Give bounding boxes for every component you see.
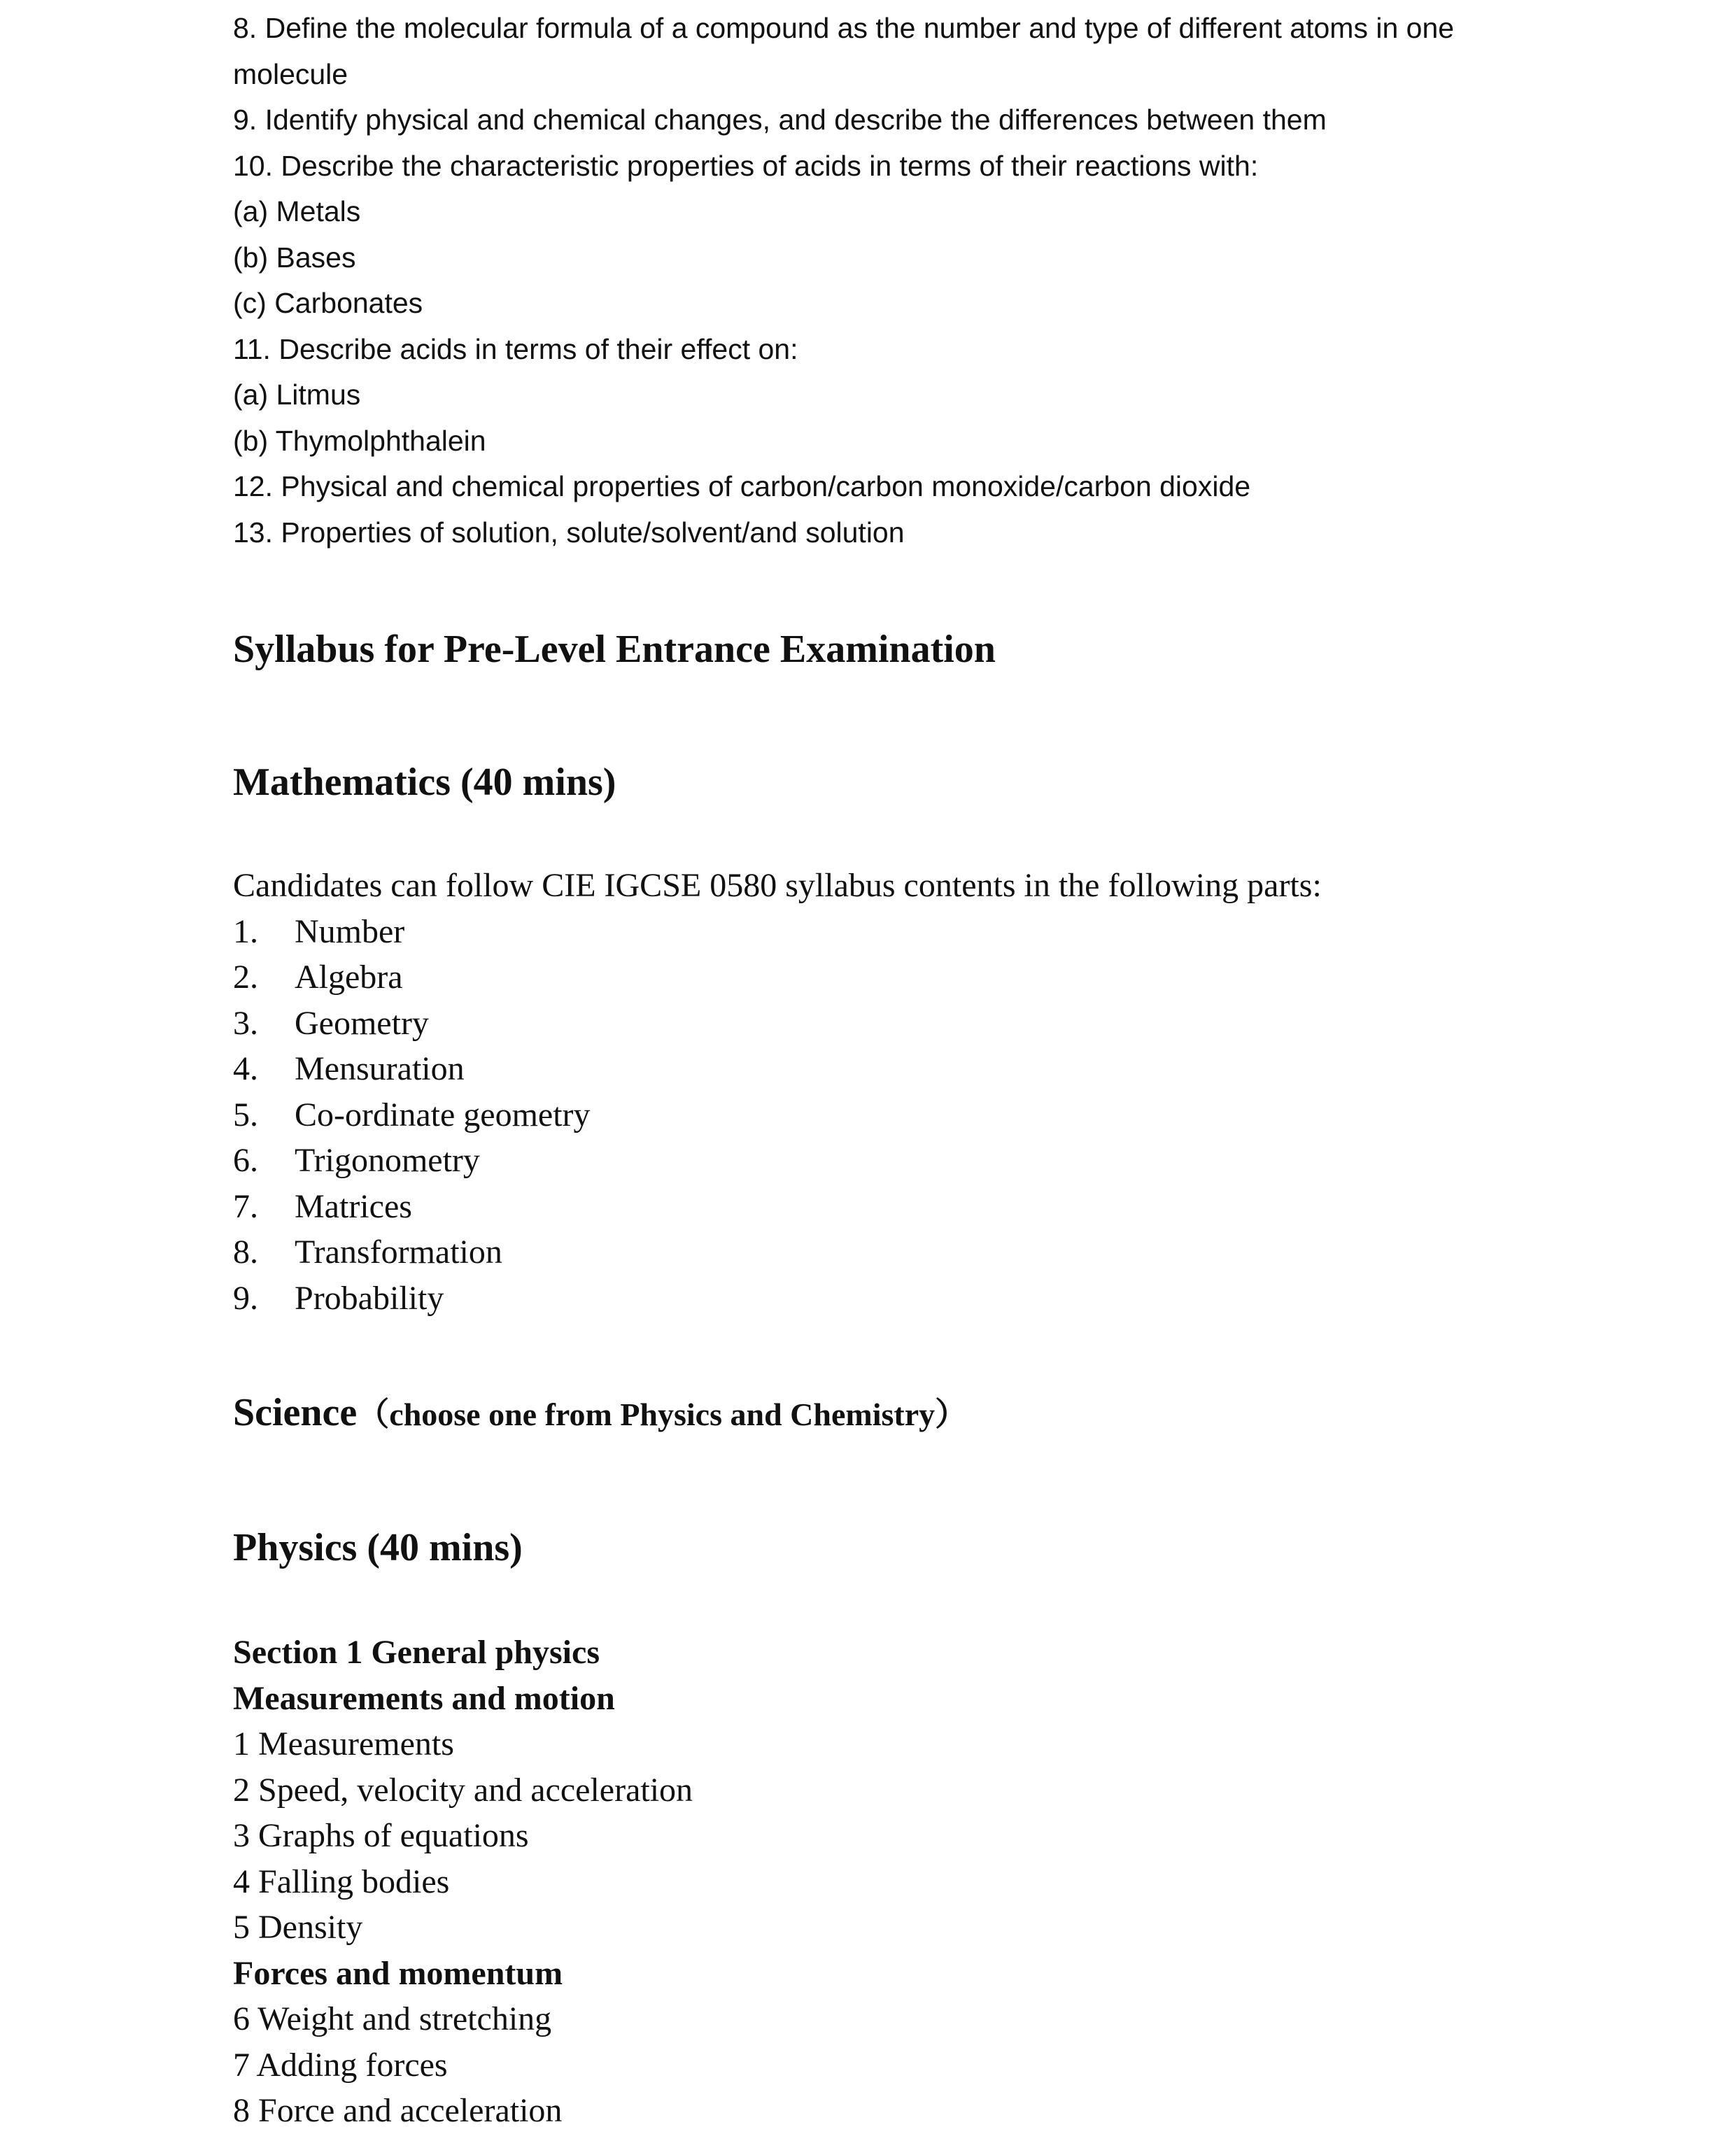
list-item: 10. Describe the characteristic properties of acids in terms of their reactions with: <box>233 149 1259 182</box>
list-item: 11. Describe acids in terms of their effect on: <box>233 332 798 365</box>
list-item-label: Transformation <box>295 1234 502 1271</box>
science-heading <box>233 1388 1618 1439</box>
forces-heading: Forces and momentum <box>233 1954 563 1992</box>
mathematics-heading: Mathematics (40 mins) <box>233 761 616 804</box>
physics-section-title: Section 1 General physics <box>233 1634 600 1671</box>
list-item-number: 6. <box>233 1142 258 1179</box>
list-item-label: Mensuration <box>295 1050 465 1087</box>
physics-heading: Physics (40 mins) <box>233 1526 523 1569</box>
list-item <box>233 1276 1618 1322</box>
mathematics-section <box>233 863 1618 1321</box>
list-item: (b) Thymolphthalein <box>233 424 486 457</box>
list-item <box>233 909 1618 955</box>
list-item: 5 Density <box>233 1909 363 1946</box>
list-item-label: Matrices <box>295 1187 412 1225</box>
list-item-number: 3. <box>233 1004 258 1042</box>
chemistry-objectives-list <box>233 6 1618 556</box>
list-item-number: 7. <box>233 1187 258 1225</box>
list-item: 6 Weight and stretching <box>233 2000 552 2037</box>
list-item-number: 5. <box>233 1096 258 1133</box>
list-item: 8 Force and acceleration <box>233 2092 563 2129</box>
list-item: molecule <box>233 57 348 90</box>
list-item-number: 1. <box>233 912 258 950</box>
list-item <box>233 1184 1618 1230</box>
list-item: (c) Carbonates <box>233 287 423 319</box>
list-item <box>233 1001 1618 1047</box>
list-item-label: Co-ordinate geometry <box>295 1096 591 1133</box>
list-item-label: Algebra <box>295 959 403 996</box>
mathematics-intro: Candidates can follow CIE IGCSE 0580 syllabus contents in the following parts: <box>233 867 1322 904</box>
list-item <box>233 1046 1618 1092</box>
list-item: 3 Graphs of equations <box>233 1817 529 1854</box>
science-heading-title: Science <box>233 1391 358 1434</box>
list-item-number: 8. <box>233 1234 258 1271</box>
list-item <box>233 1229 1618 1276</box>
list-item: 12. Physical and chemical properties of carbon/carbon monoxide/carbon dioxide <box>233 470 1251 502</box>
syllabus-title: Syllabus for Pre-Level Entrance Examination <box>233 628 996 671</box>
list-item: 2 Speed, velocity and acceleration <box>233 1771 693 1809</box>
list-item: 1 Measurements <box>233 1725 454 1762</box>
list-item-label: Geometry <box>295 1004 429 1042</box>
list-item: 8. Define the molecular formula of a compound as the number and type of different atoms in one <box>233 12 1455 44</box>
list-item: 7 Adding forces <box>233 2046 448 2084</box>
list-item: (b) Bases <box>233 241 356 274</box>
list-item <box>233 1138 1618 1184</box>
list-item-number: 2. <box>233 959 258 996</box>
list-item-label: Probability <box>295 1279 444 1317</box>
list-item: 13. Properties of solution, solute/solvent/and solution <box>233 516 905 549</box>
list-item: (a) Metals <box>233 195 361 227</box>
list-item: 9. Identify physical and chemical changes, and describe the differences between them <box>233 104 1327 136</box>
list-item-number: 9. <box>233 1279 258 1317</box>
list-item <box>233 954 1618 1001</box>
physics-section <box>233 1630 1618 2134</box>
measurements-heading: Measurements and motion <box>233 1679 615 1717</box>
list-item-label: Number <box>295 912 405 950</box>
list-item-label: Trigonometry <box>295 1142 480 1179</box>
science-heading-subtitle: （choose one from Physics and Chemistry） <box>357 1397 968 1432</box>
list-item-number: 4. <box>233 1050 258 1087</box>
list-item <box>233 1092 1618 1138</box>
list-item: 4 Falling bodies <box>233 1863 450 1900</box>
page-content <box>233 6 1618 2134</box>
list-item: (a) Litmus <box>233 379 361 411</box>
